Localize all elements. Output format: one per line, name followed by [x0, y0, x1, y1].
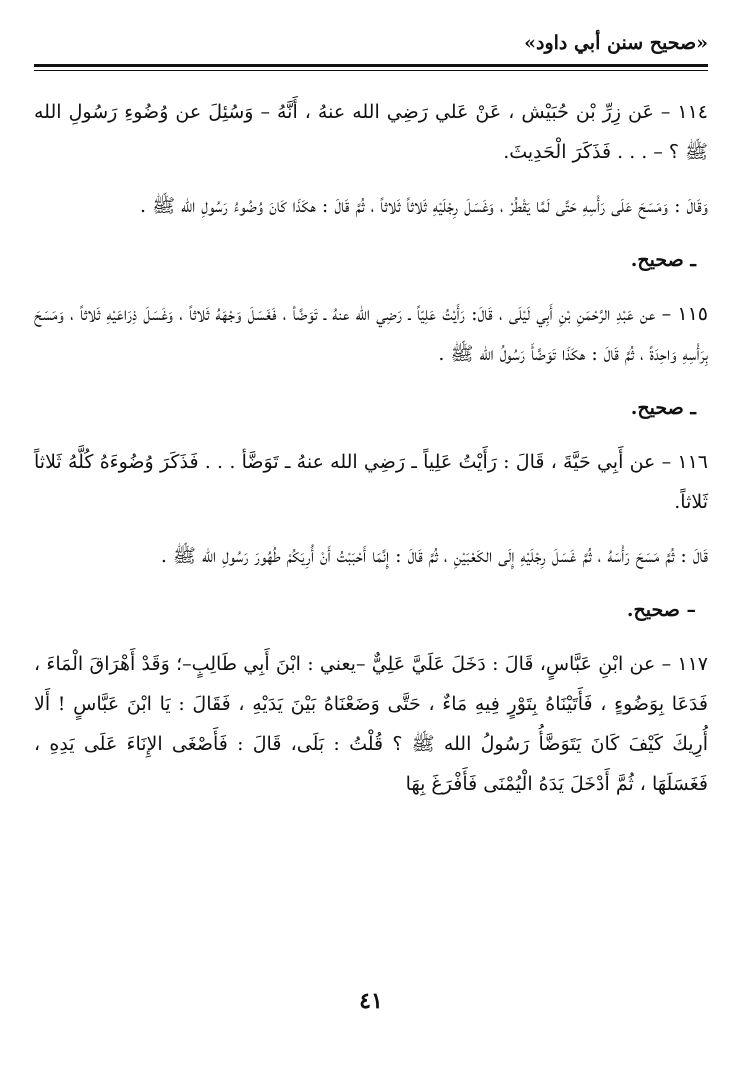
hadith-114-text: ١١٤ – عَن زِرِّ بْن حُبَيْش ، عَنْ عَلي رَضِي الله عنهُ ، أَنَّهُ – وَسُئِلَ عن وُضُوءِ رَسُولِ الله ﷺ ؟ – . . . فَذَكَرَ الْحَدِيثَ.: [34, 101, 708, 163]
running-header: [34, 28, 708, 58]
hadith-116-text: ١١٦ – عن أَبِي حَيَّةَ ، قَالَ : رَأَيْتُ عَلِياً ـ رَضِي الله عنهُ ـ تَوَضَّأ . . . فَذَكَرَ وُضُوءَهُ كُلَّهُ ثَلاثاً ثَلاثاً.: [34, 451, 708, 513]
hadith-116-grade: – صحيح.: [626, 599, 696, 621]
hadith-115-text: ١١٥ – عن عَبْدِ الرَّحْمَنِ بْنِ أَبِي لَيْلَى ، قَالَ: رَأَيْتُ عَلِيّاً ـ رَضِي الله عنهُ ـ تَوَضَّأ ، فَغَسَلَ وَجْهَهُ ثَلاثاً ، وَغَسَلَ ذِرَاعَيْهِ ثَلاثاً ، وَمَسَحَ بِرَأْسِهِ وَاحِدَةً ، ثُمَّ قَالَ : هكَذَا تَوَضَّأَ رَسُولُ الله ﷺ .: [34, 303, 708, 365]
header-rule-thin: [34, 70, 708, 71]
hadith-117: [34, 644, 708, 804]
hadith-115-grade: ـ صحيح.: [630, 397, 696, 419]
book-title: «صحيح سنن أبي داود»: [524, 32, 708, 54]
hadith-114-continuation: وَقَالَ : وَمَسَحَ عَلَى رَأْسِهِ حَتَّى لَمَّا يَقْطُرْ ، وَغَسَلَ رِجْلَيْهِ ثَلاثاً ثَلاثاً ، ثُمَّ قَالَ : هكَذَا كَانَ وُضُوءُ رَسُولِ الله ﷺ .: [139, 195, 708, 217]
hadith-117-text: ١١٧ – عن ابْنِ عَبَّاسٍ، قَالَ : دَخَلَ عَلَيَّ عَلِيٌّ –يعني : ابْنَ أَبِي طَالِبٍ–؛ وَقَدْ أَهْرَاقَ الْمَاءَ ، فَدَعَا بِوَضُوءٍ ، فَأَتَيْنَاهُ بِتَوْرٍ فِيهِ مَاءٌ ، حَتَّى وَضَعْنَاهُ بَيْنَ يَدَيْهِ ، فَقَالَ : يَا ابْنَ عَبَّاسٍ ! أَلا أُرِيكَ كَيْفَ كَانَ يَتَوَضَّأُ رَسُولُ الله ﷺ ؟ قُلْتُ : بَلَى، قَالَ : فَأَصْغَى الإِنَاءَ عَلَى يَدِهِ ، فَغَسَلَهَا ، ثُمَّ أَدْخَلَ يَدَهُ الْيُمْنَى فَأَفْرَغَ بِهَا: [34, 653, 708, 795]
page-number: ٤١: [359, 988, 383, 1014]
hadith-114-grade: ـ صحيح.: [630, 249, 696, 271]
hadith-114: [34, 92, 708, 280]
hadith-115: [34, 294, 708, 428]
hadith-116: [34, 442, 708, 630]
header-rule-thick: [34, 64, 708, 67]
page-body: [34, 92, 708, 818]
hadith-116-continuation: قَالَ : ثُمَّ مَسَحَ رَأْسَهُ ، ثُمَّ غَسَلَ رِجْلَيْهِ إِلَى الكَعْبَيْنِ ، ثُمَّ قَالَ : إِنَّمَا أَحْبَبْتُ أَنْ أُرِيَكُمْ طُهُورَ رَسُولِ الله ﷺ .: [160, 545, 708, 567]
